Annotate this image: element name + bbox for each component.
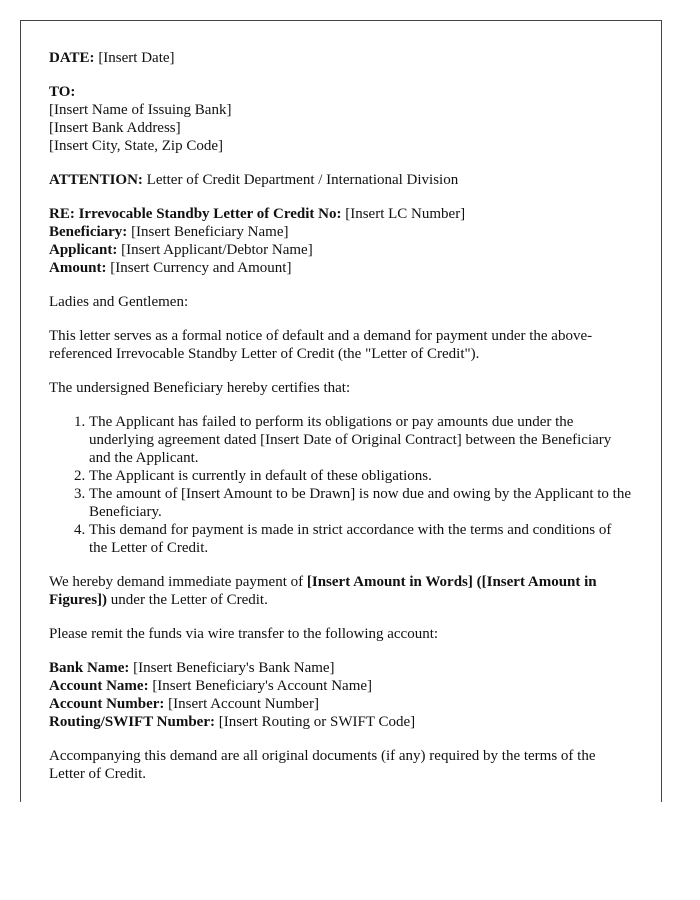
list-item: 2. The Applicant is currently in default of these obligations. [89, 467, 633, 485]
certification-list [49, 413, 633, 557]
attention-line: ATTENTION: Letter of Credit Department / International Division [49, 172, 459, 188]
closing-paragraph: Accompanying this demand are all original documents (if any) required by the terms of the Letter of Credit. [49, 748, 596, 782]
letter-page [20, 20, 662, 802]
demand-paragraph: We hereby demand immediate payment of [Insert Amount in Words] ([Insert Amount in Figures]) under the Letter of Credit. [49, 574, 597, 608]
account-block: Bank Name: [Insert Beneficiary's Bank Name] Account Name: [Insert Beneficiary's Account Name] Account Number: [Insert Account Number] Routing/SWIFT Number: [Insert Routing or SWIFT Code] [49, 660, 416, 730]
list-item: 4. This demand for payment is made in strict accordance with the terms and conditions of the Letter of Credit. [89, 521, 633, 557]
date-line: DATE: [Insert Date] [49, 50, 175, 66]
recipient-block: TO: [Insert Name of Issuing Bank] [Insert Bank Address] [Insert City, State, Zip Code] [49, 84, 232, 154]
certification-intro: The undersigned Beneficiary hereby certifies that: [49, 380, 351, 396]
list-item: 1. The Applicant has failed to perform its obligations or pay amounts due under the underlying agreement dated [Insert Date of Original Contract] between the Beneficiary and the Applicant. [89, 413, 633, 467]
list-item: 3. The amount of [Insert Amount to be Drawn] is now due and owing by the Applicant to the Beneficiary. [89, 485, 633, 521]
reference-block: RE: Irrevocable Standby Letter of Credit No: [Insert LC Number] Beneficiary: [Insert Beneficiary Name] Applicant: [Insert Applicant/Debtor Name] Amount: [Insert Currency and Amount] [49, 206, 466, 276]
salutation: Ladies and Gentlemen: [49, 294, 189, 310]
intro-paragraph: This letter serves as a formal notice of default and a demand for payment under the above-referenced Irrevocable Standby Letter of Credit (the "Letter of Credit"). [49, 328, 593, 362]
remit-paragraph: Please remit the funds via wire transfer to the following account: [49, 626, 439, 642]
